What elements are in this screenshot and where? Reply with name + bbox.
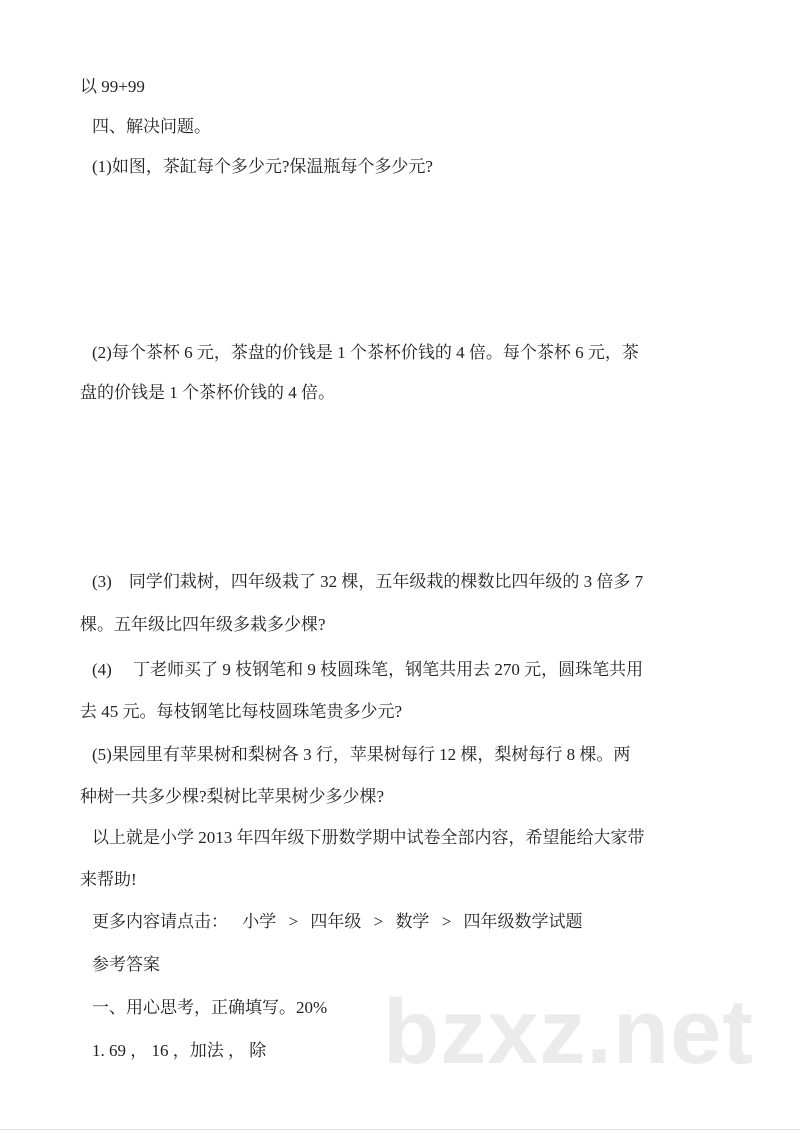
answer-line-1: 1. 69 ， 16 ，加法 ， 除: [92, 1041, 267, 1060]
question-5: (5)果园里有苹果树和梨树各 3 行，苹果树每行 12 棵，梨树每行 8 棵。两: [92, 745, 631, 764]
question-2-cont: 盘的价钱是 1 个茶杯价钱的 4 倍。: [80, 383, 335, 402]
question-4: (4) 丁老师买了 9 枝钢笔和 9 枝圆珠笔，钢笔共用去 270 元，圆珠笔共用: [92, 660, 644, 679]
watermark: bzxz.net: [383, 981, 754, 1083]
link-math[interactable]: 数学: [395, 912, 430, 931]
question-2: (2)每个茶杯 6 元，茶盘的价钱是 1 个茶杯价钱的 4 倍。每个茶杯 6 元，茶: [92, 343, 639, 362]
question-3-cont: 棵。五年级比四年级多栽多少棵?: [80, 615, 326, 634]
page-bottom-border: [0, 1129, 800, 1130]
question-3: (3) 同学们栽树，四年级栽了 32 棵，五年级栽的棵数比四年级的 3 倍多 7: [92, 572, 644, 591]
text-line: 以 99+99: [80, 77, 145, 96]
question-4-cont: 去 45 元。每枝钢笔比每枝圆珠笔贵多少元?: [80, 702, 403, 721]
breadcrumb-separator: >: [373, 912, 384, 931]
link-grade-four-math-tests[interactable]: 四年级数学试题: [463, 912, 583, 931]
answers-heading: 参考答案: [92, 955, 160, 974]
question-5-cont: 种树一共多少棵?梨树比苹果树少多少棵?: [80, 787, 385, 806]
more-links: [92, 911, 583, 933]
answers-section-1: 一、用心思考，正确填写。20%: [92, 998, 328, 1017]
link-grade-four[interactable]: 四年级: [310, 912, 362, 931]
section-heading: 四、解决问题。: [92, 117, 211, 136]
closing-text-cont: 来帮助!: [80, 870, 137, 889]
breadcrumb-separator: >: [441, 912, 452, 931]
link-primary-school[interactable]: 小学: [242, 912, 277, 931]
breadcrumb-separator: >: [288, 912, 299, 931]
closing-text: 以上就是小学 2013 年四年级下册数学期中试卷全部内容，希望能给大家带: [92, 828, 645, 847]
question-1: (1)如图，茶缸每个多少元?保温瓶每个多少元?: [92, 157, 433, 176]
more-links-label: 更多内容请点击：: [92, 912, 228, 931]
